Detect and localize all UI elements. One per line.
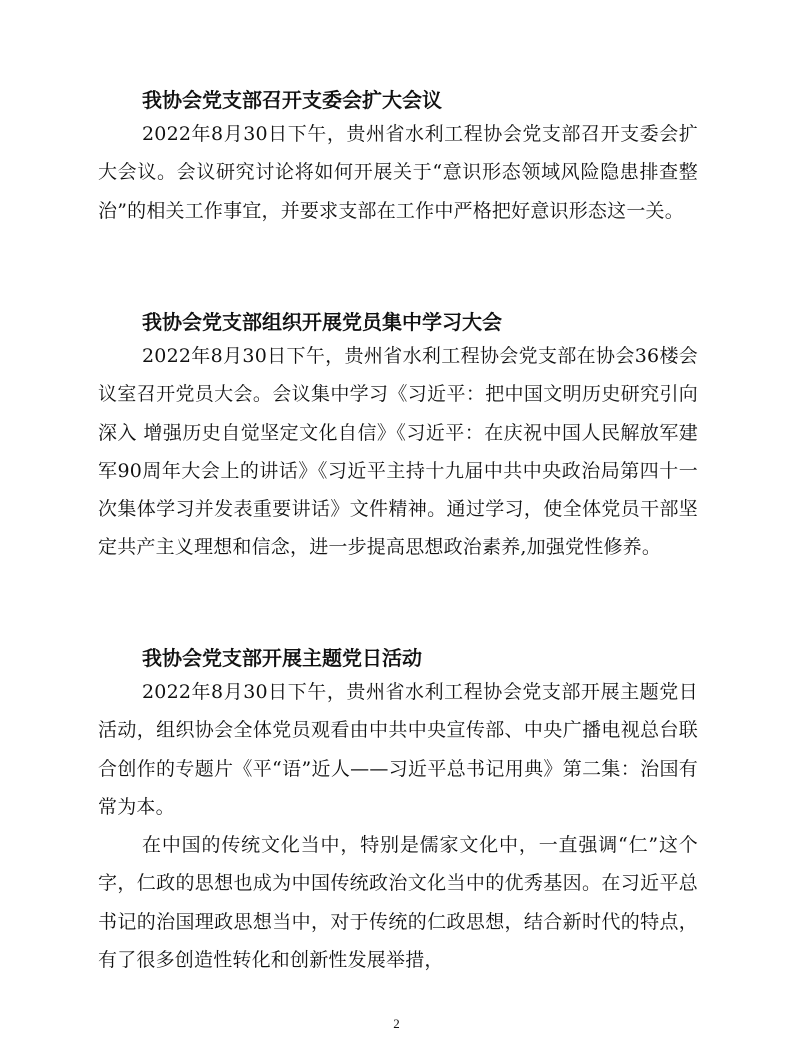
section-heading: 我协会党支部组织开展党员集中学习大会 [142, 310, 502, 334]
news-section-party-study-meeting [98, 307, 698, 567]
news-section-theme-party-day [98, 643, 698, 979]
section-paragraph: 在中国的传统文化当中，特别是儒家文化中，一直强调“仁”这个字，仁政的思想也成为中国传统政治文化当中的优秀基因。在习近平总书记的治国理政思想当中，对于传统的仁政思想，结合新时代的特点，有了很多创造性转化和创新性发展举措， [98, 834, 698, 972]
news-section-branch-committee-meeting [98, 85, 698, 230]
section-heading: 我协会党支部召开支委会扩大会议 [142, 88, 442, 112]
section-heading: 我协会党支部开展主题党日活动 [142, 646, 422, 670]
section-paragraph: 2022年8月30日下午，贵州省水利工程协会党支部在协会36楼会议室召开党员大会。会议集中学习《习近平：把中国文明历史研究引向深入 增强历史自觉坚定文化自信》《习近平：在庆祝中国人民解放军建军90周年大会上的讲话》《习近平主持十九届中共中央政治局第四十一次集体学习并发表重要讲话》文件精神。通过学习，使全体党员干部坚定共产主义理想和信念，进一步提高思想政治素养,加强党性修养。 [98, 345, 698, 559]
section-paragraph: 2022年8月30日下午，贵州省水利工程协会党支部召开支委会扩大会议。会议研究讨论将如何开展关于“意识形态领域风险隐患排查整治”的相关工作事宜，并要求支部在工作中严格把好意识形态这一关。 [98, 123, 698, 222]
section-paragraph: 2022年8月30日下午，贵州省水利工程协会党支部开展主题党日活动，组织协会全体党员观看由中共中央宣传部、中央广播电视总台联合创作的专题片《平“语”近人——习近平总书记用典》第二集：治国有常为本。 [98, 681, 698, 818]
page-number: 2 [393, 1016, 400, 1031]
